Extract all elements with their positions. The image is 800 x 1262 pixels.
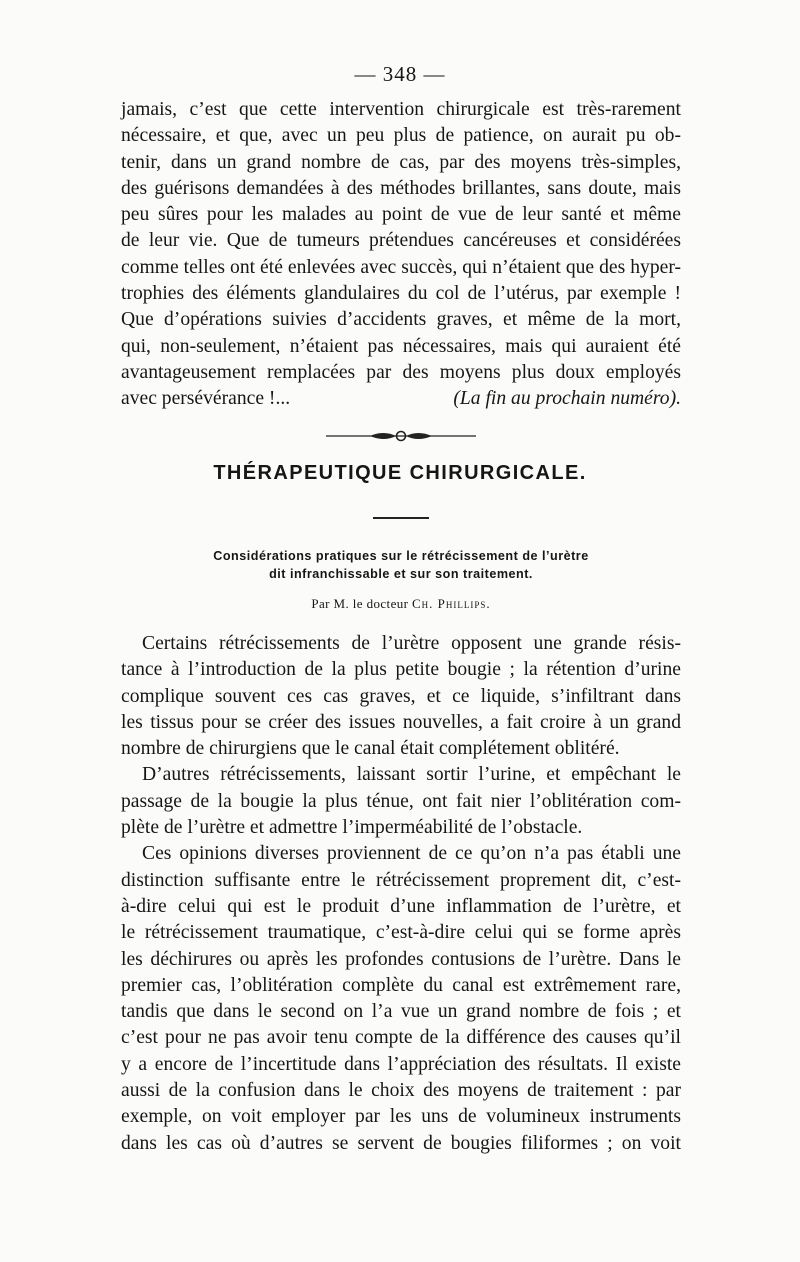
text-line: les déchirures ou après les profondes contusions de l’urètre. Dans le <box>121 948 681 970</box>
ornament-divider <box>326 428 476 444</box>
title-rule <box>373 517 429 519</box>
paragraph <box>121 631 681 762</box>
paragraph <box>121 841 681 1157</box>
text-line: le rétrécissement traumatique, c’est-à-dire celui qui se forme après <box>121 922 681 944</box>
byline-prefix: Par M. le docteur <box>311 596 413 611</box>
byline-author: Ch. Phillips. <box>412 596 491 611</box>
text-line: tance à l’introduction de la plus petite bougie ; la rétention d’urine <box>121 659 681 681</box>
text-line: des guérisons demandées à des méthodes brillantes, sans doute, mais <box>121 177 681 199</box>
paragraph <box>121 762 681 841</box>
text-line: avantageusement remplacées par des moyens plus doux employés <box>121 361 681 383</box>
text-line: jamais, c’est que cette intervention chirurgicale est très-rarement <box>121 99 681 120</box>
closing-text: avec persévérance !... <box>121 388 291 410</box>
text-line: complique souvent ces cas graves, et ce liquide, s’infiltrant dans <box>121 685 681 707</box>
continuation-note: (La fin au prochain numéro). <box>453 388 681 410</box>
text-line: les tissus pour se créer des issues nouvelles, a fait croire à un grand <box>121 711 681 733</box>
article-title-line: dit infranchissable et sur son traitement. <box>269 567 533 581</box>
text-line: plète de l’urètre et admettre l’imperméabilité de l’obstacle. <box>121 817 583 839</box>
article-title <box>121 547 681 583</box>
text-line: D’autres rétrécissements, laissant sortir l’urine, et empêchant le <box>142 764 681 786</box>
top-paragraph <box>121 97 681 413</box>
text-line: exemple, on voit employer par les uns de volumineux instruments <box>121 1106 681 1128</box>
text-line: qui, non-seulement, n’étaient pas nécessaires, mais qui auraient été <box>121 335 681 357</box>
section-title: THÉRAPEUTIQUE CHIRURGICALE. <box>213 462 587 484</box>
text-line: trophies des éléments glandulaires du col de l’utérus, par exemple ! <box>121 283 681 305</box>
text-line: à-dire celui qui est le produit d’une inflammation de l’urètre, et <box>121 895 681 917</box>
closing-line <box>121 386 681 412</box>
page-number: — 348 — <box>354 62 446 86</box>
text-line: distinction suffisante entre le rétrécissement proprement dit, c’est- <box>121 869 681 891</box>
text-line: de leur vie. Que de tumeurs prétendues cancéreuses et considérées <box>121 230 681 252</box>
text-line: aussi de la confusion dans le choix des moyens de traitement : par <box>121 1080 681 1102</box>
text-line: nécessaire, et que, avec un peu plus de patience, on aurait pu ob- <box>121 125 681 147</box>
text-line: y a encore de l’incertitude dans l’appréciation des résultats. Il existe <box>121 1053 681 1075</box>
text-line: premier cas, l’oblitération complète du canal est extrêmement rare, <box>121 974 681 996</box>
text-line: passage de la bougie la plus ténue, ont fait nier l’oblitération com- <box>121 790 681 812</box>
text-line: nombre de chirurgiens que le canal était complétement oblitéré. <box>121 738 620 760</box>
text-line: Que d’opérations suivies d’accidents graves, et même de la mort, <box>121 309 681 331</box>
text-line: dans les cas où d’autres se servent de bougies filiformes ; on voit <box>121 1132 681 1154</box>
text-line: c’est pour ne pas avoir tenu compte de la différence des causes qu’il <box>121 1027 681 1049</box>
text-line: tenir, dans un grand nombre de cas, par des moyens très-simples, <box>121 151 681 173</box>
article-body <box>121 631 681 1157</box>
article-title-line: Considérations pratiques sur le rétrécissement de l’urètre <box>213 549 589 563</box>
text-line: peu sûres pour les malades au point de vue de leur santé et même <box>121 204 681 226</box>
text-line: comme telles ont été enlevées avec succès, qui n’étaient que des hyper- <box>121 256 681 278</box>
text-line: Ces opinions diverses proviennent de ce qu’on n’a pas établi une <box>142 843 681 865</box>
text-line: tandis que dans le second on l’a vue un grand nombre de fois ; et <box>121 1001 681 1023</box>
text-line: Certains rétrécissements de l’urètre opposent une grande résis- <box>142 633 681 654</box>
byline <box>121 596 681 612</box>
